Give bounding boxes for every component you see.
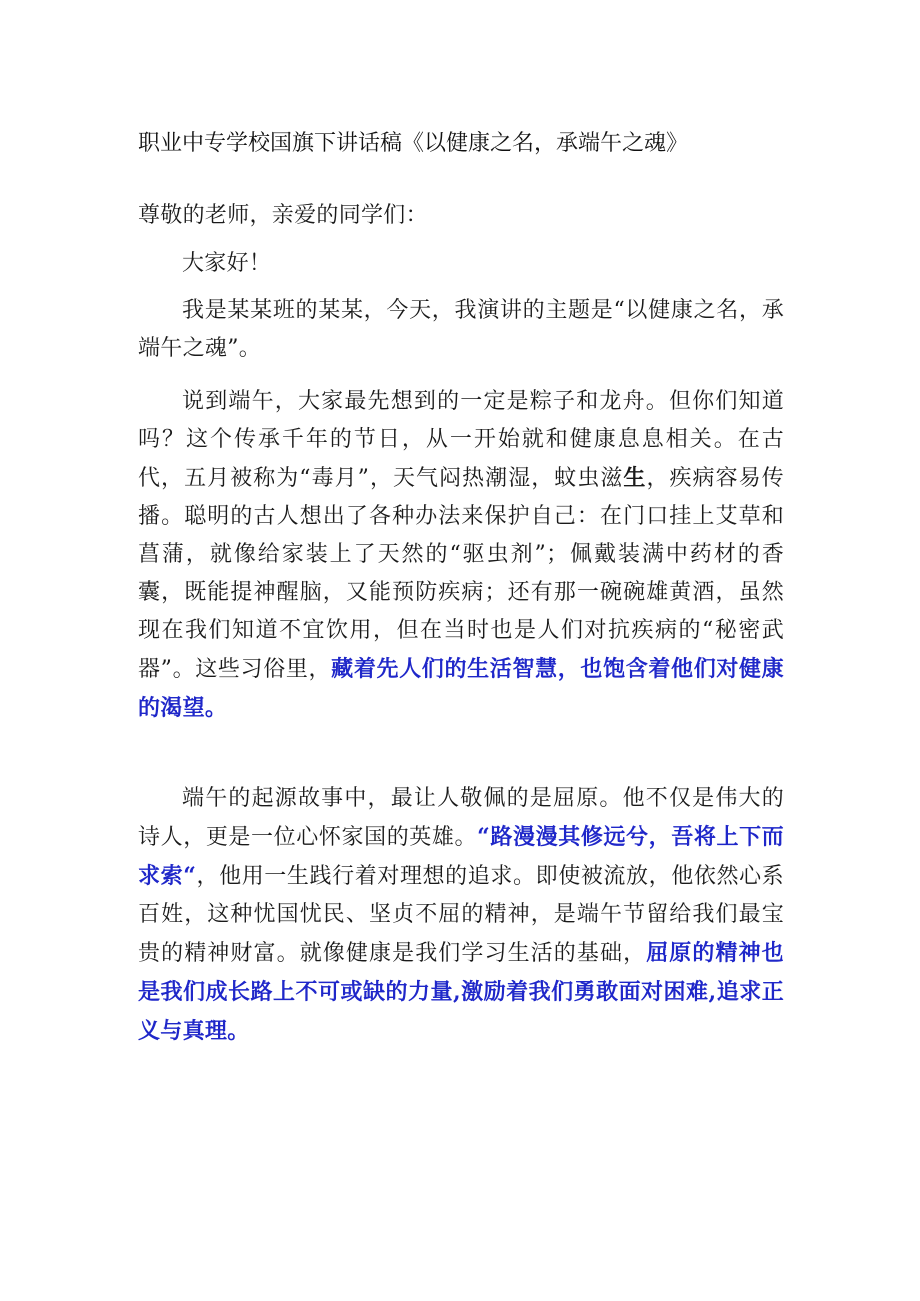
paragraph-text: 说到端午，大家最先想到的一定是粽子和龙舟。但你们知道吗？这个传承千年的节日，从一开始就和健康息息相关。在古代，五月被称为“毒月”，天气闷热潮湿，蚊虫滋 xyxy=(138,389,784,491)
document-title: 职业中专学校国旗下讲话稿《以健康之名，承端午之魂》 xyxy=(138,131,689,156)
highlighted-text: 藏着先人们的生活智慧，也饱含着他们对健康的渴望。 xyxy=(138,656,784,721)
paragraph-text: 端午的起源故事中，最让人敬佩的是屈原。他不仅是伟大的诗人，更是一位心怀家国的英雄。 xyxy=(138,786,784,850)
paragraph-dragon-boat-health xyxy=(138,383,784,728)
paragraph-text: ，疾病容易传播。聪明的古人想出了各种办法来保护自己：在门口挂上艾草和菖蒲，就像给家装上了天然的“驱虫剂”；佩戴装满中药材的香囊，既能提神醒脑，又能预防疾病；还有那一碗碗雄黄酒，虽然现在我们知道不宜饮用，但在当时也是人们对抗疾病的“秘密武器”。这些习俗里， xyxy=(138,466,784,682)
salutation: 尊敬的老师，亲爱的同学们： xyxy=(138,203,428,228)
paragraph-qu-yuan xyxy=(138,780,784,1051)
highlighted-quote: “路漫漫其修远兮，吾将上下而求索“ xyxy=(138,824,784,889)
paragraph-text: ，他用一生践行着对理想的追求。即使被流放，他依然心系百姓，这种忧国忧民、坚贞不屈的精神，是端午节留给我们最宝贵的精神财富。就像健康是我们学习生活的基础， xyxy=(138,864,784,966)
paragraph-intro: 我是某某班的某某，今天，我演讲的主题是“以健康之名，承端午之魂”。 xyxy=(138,298,784,361)
greeting: 大家好！ xyxy=(182,251,272,276)
highlighted-text: 屈原的精神也是我们成长路上不可或缺的力量,激励着我们勇敢面对困难,追求正义与真理。 xyxy=(138,940,784,1044)
bold-character: 生 xyxy=(623,465,647,491)
